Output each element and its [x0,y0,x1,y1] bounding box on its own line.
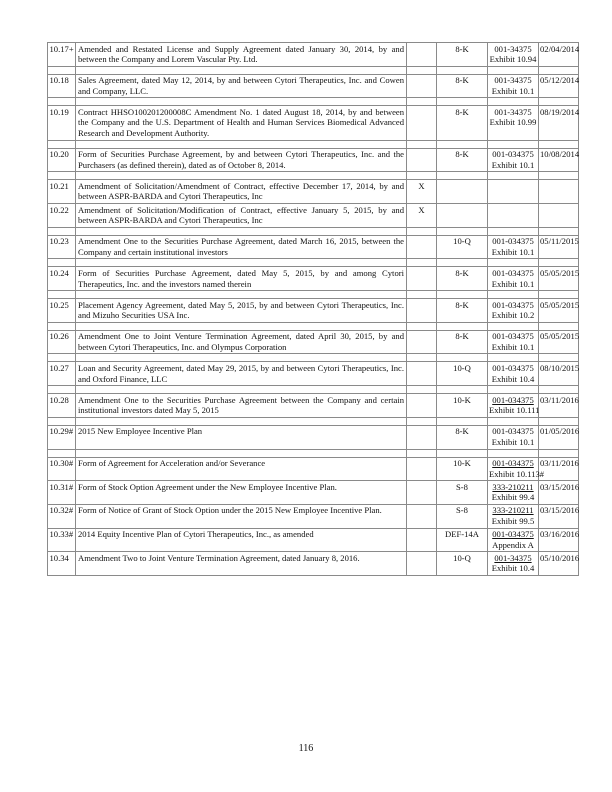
spacer-cell [48,172,76,180]
exhibit-description: Amendment of Solicitation/Modification of Contract, effective January 5, 2015, by and between ASPR-BARDA and Cytori Therapeutics, Inc [76,204,407,228]
form-type: DEF-14A [437,528,488,552]
spacer-cell [76,291,407,299]
filing-date: 05/12/2014 [539,74,579,98]
exhibit-number: 10.34 [48,552,76,576]
exhibit-row [48,204,579,228]
exhibit-description: 2015 New Employee Incentive Plan [76,425,407,449]
exhibit-row [48,148,579,172]
spacer-cell [48,227,76,235]
exhibit-number: 10.22 [48,204,76,228]
form-type: 10-K [437,457,488,481]
exhibit-number: 10.29# [48,425,76,449]
spacer-cell [48,140,76,148]
spacer-row [48,140,579,148]
form-type: 8-K [437,74,488,98]
exhibit-description: Form of Securities Purchase Agreement, by and between Cytori Therapeutics, Inc. and the Purchasers (as defined therein), dated as of October 8, 2014. [76,148,407,172]
spacer-cell [407,291,437,299]
spacer-cell [488,386,539,394]
filing-date: 01/05/2016 [539,425,579,449]
spacer-cell [488,354,539,362]
spacer-cell [48,66,76,74]
spacer-cell [407,322,437,330]
spacer-cell [539,227,579,235]
exhibit-reference: Exhibit 10.1 [491,159,535,170]
spacer-cell [488,140,539,148]
filing-date: 05/11/2015 [539,235,579,259]
spacer-cell [407,449,437,457]
exhibit-number: 10.24 [48,267,76,291]
file-number: 001-034375 [492,529,534,540]
exhibit-number: 10.25 [48,299,76,323]
exhibit-reference: Exhibit 10.94 [489,54,537,65]
spacer-cell [407,66,437,74]
spacer-cell [407,140,437,148]
spacer-cell [76,98,407,106]
form-type: S-8 [437,481,488,505]
exhibit-description: Sales Agreement, dated May 12, 2014, by and between Cytori Therapeutics, Inc. and Cowen and Company, LLC. [76,74,407,98]
form-type: 10-Q [437,552,488,576]
spacer-cell [539,98,579,106]
file-number-cell [488,528,539,552]
spacer-cell [407,98,437,106]
exhibit-number: 10.20 [48,148,76,172]
filed-herewith-mark [407,394,437,418]
exhibit-row [48,362,579,386]
spacer-row [48,227,579,235]
spacer-cell [407,354,437,362]
exhibit-row [48,299,579,323]
exhibit-reference: Exhibit 10.1 [491,246,535,257]
spacer-cell [48,291,76,299]
filing-date [539,204,579,228]
spacer-cell [48,259,76,267]
spacer-cell [488,66,539,74]
exhibit-row [48,504,579,528]
exhibit-row [48,481,579,505]
file-number: 333-210211 [492,481,534,492]
spacer-row [48,98,579,106]
file-number-cell [488,504,539,528]
spacer-cell [437,291,488,299]
filing-date: 08/19/2014 [539,106,579,140]
spacer-cell [437,354,488,362]
file-number: 001-034375 [492,426,534,437]
spacer-cell [76,322,407,330]
exhibit-number: 10.31# [48,481,76,505]
spacer-row [48,172,579,180]
exhibit-number: 10.30# [48,457,76,481]
spacer-row [48,386,579,394]
file-number: 333-210211 [492,505,534,516]
exhibit-number: 10.18 [48,74,76,98]
form-type: 8-K [437,425,488,449]
exhibit-reference: Appendix A [492,539,534,550]
exhibit-reference: Exhibit 10.1 [491,278,535,289]
exhibit-number: 10.19 [48,106,76,140]
exhibit-number: 10.28 [48,394,76,418]
spacer-cell [407,172,437,180]
exhibit-row [48,330,579,354]
exhibit-row [48,457,579,481]
exhibit-reference: Exhibit 10.1 [491,436,535,447]
filing-date [539,180,579,204]
exhibit-description: Amendment One to Joint Venture Termination Agreement, dated April 30, 2015, by and between Cytori Therapeutics, Inc. and Olympus Corporation [76,330,407,354]
filing-date: 03/11/2016 [539,457,579,481]
spacer-cell [437,172,488,180]
form-type: 8-K [437,267,488,291]
spacer-cell [437,386,488,394]
file-number: 001-034375 [492,149,534,160]
filed-herewith-mark [407,299,437,323]
spacer-cell [407,227,437,235]
exhibit-reference: Exhibit 99.4 [491,492,535,503]
exhibit-row [48,106,579,140]
exhibit-description: Amendment One to the Securities Purchase Agreement between the Company and certain institutional investors dated May 5, 2015 [76,394,407,418]
file-number-cell [488,394,539,418]
filing-date: 05/05/2015 [539,330,579,354]
filed-herewith-mark [407,74,437,98]
exhibit-description: Placement Agency Agreement, dated May 5, 2015, by and between Cytori Therapeutics, Inc. and Mizuho Securities USA Inc. [76,299,407,323]
spacer-cell [488,322,539,330]
file-number: 001-034375 [492,458,534,469]
spacer-cell [437,449,488,457]
spacer-cell [488,291,539,299]
spacer-cell [76,172,407,180]
filed-herewith-mark [407,235,437,259]
exhibit-row [48,267,579,291]
spacer-cell [488,172,539,180]
exhibit-reference: Exhibit 99.5 [491,516,535,526]
filing-date: 03/16/2016 [539,528,579,552]
exhibit-description: Amended and Restated License and Supply Agreement dated January 30, 2014, by and between the Company and Lorem Vascular Pty. Ltd. [76,43,407,67]
exhibit-row [48,180,579,204]
spacer-cell [437,140,488,148]
spacer-cell [76,259,407,267]
spacer-cell [539,291,579,299]
spacer-row [48,449,579,457]
filing-date: 03/15/2016 [539,504,579,528]
exhibit-row [48,74,579,98]
spacer-cell [539,386,579,394]
exhibit-number: 10.32# [48,504,76,528]
form-type [437,180,488,204]
spacer-cell [539,259,579,267]
spacer-cell [488,417,539,425]
spacer-cell [539,354,579,362]
file-number-cell [488,552,539,576]
form-type: 10-K [437,394,488,418]
file-number-cell [488,180,539,204]
spacer-row [48,322,579,330]
spacer-cell [76,386,407,394]
spacer-cell [76,140,407,148]
file-number-cell [488,457,545,481]
spacer-cell [48,322,76,330]
file-number-cell [488,106,539,140]
filing-date: 05/10/2016 [539,552,579,576]
filing-date: 03/11/2016 [539,394,579,418]
exhibit-number: 10.27 [48,362,76,386]
filed-herewith-mark [407,362,437,386]
spacer-cell [76,354,407,362]
spacer-cell [437,417,488,425]
file-number-cell [488,235,539,259]
spacer-cell [48,98,76,106]
file-number-cell [488,74,539,98]
spacer-cell [407,386,437,394]
filing-date: 10/08/2014 [539,148,579,172]
exhibit-reference: Exhibit 10.1 [491,85,535,96]
spacer-cell [76,449,407,457]
spacer-row [48,291,579,299]
exhibit-reference: Exhibit 10.4 [491,563,535,574]
exhibit-number: 10.23 [48,235,76,259]
spacer-cell [76,66,407,74]
exhibit-description: Form of Securities Purchase Agreement, dated May 5, 2015, by and among Cytori Therapeutics, Inc. and the investors named therein [76,267,407,291]
exhibit-reference: Exhibit 10.99 [489,117,537,128]
file-number-cell [488,362,539,386]
spacer-cell [488,259,539,267]
exhibit-number: 10.33# [48,528,76,552]
filed-herewith-mark [407,330,437,354]
spacer-cell [437,259,488,267]
form-type: 10-Q [437,235,488,259]
form-type: 8-K [437,43,488,67]
exhibit-description: Form of Notice of Grant of Stock Option under the 2015 New Employee Incentive Plan. [76,504,407,528]
exhibit-description: Loan and Security Agreement, dated May 29, 2015, by and between Cytori Therapeutics, Inc. and Oxford Finance, LLC [76,362,407,386]
exhibit-table-body [48,43,579,576]
spacer-cell [76,227,407,235]
exhibit-description: Amendment of Solicitation/Amendment of Contract, effective December 17, 2014, by and between ASPR-BARDA and Cytori Therapeutics, Inc [76,180,407,204]
spacer-cell [437,227,488,235]
filed-herewith-mark: X [407,180,437,204]
spacer-row [48,417,579,425]
file-number: 001-34375 [494,552,532,563]
filing-date: 05/05/2015 [539,267,579,291]
exhibit-description: Amendment One to the Securities Purchase Agreement, dated March 16, 2015, between the Company and certain institutional investors [76,235,407,259]
file-number: 001-034375 [492,362,534,373]
exhibit-row [48,425,579,449]
form-type: 8-K [437,148,488,172]
file-number-cell [488,204,539,228]
spacer-cell [437,66,488,74]
spacer-cell [437,98,488,106]
file-number: 001-034375 [492,331,534,342]
filed-herewith-mark [407,504,437,528]
exhibit-description: Form of Stock Option Agreement under the New Employee Incentive Plan. [76,481,407,505]
spacer-cell [488,227,539,235]
filing-date: 03/15/2016 [539,481,579,505]
filed-herewith-mark [407,457,437,481]
exhibit-row [48,528,579,552]
spacer-cell [48,354,76,362]
exhibit-number: 10.17+ [48,43,76,67]
file-number-cell [488,148,539,172]
spacer-row [48,259,579,267]
filed-herewith-mark: X [407,204,437,228]
spacer-cell [539,449,579,457]
spacer-row [48,354,579,362]
file-number: 001-034375 [492,299,534,310]
exhibit-description: 2014 Equity Incentive Plan of Cytori Therapeutics, Inc., as amended [76,528,407,552]
exhibit-number: 10.21 [48,180,76,204]
file-number-cell [488,43,539,67]
filing-date: 05/05/2015 [539,299,579,323]
form-type: 10-Q [437,362,488,386]
exhibit-row [48,552,579,576]
form-type [437,204,488,228]
file-number: 001-34375 [494,106,532,117]
filed-herewith-mark [407,528,437,552]
spacer-cell [407,259,437,267]
exhibit-number: 10.26 [48,330,76,354]
spacer-cell [407,417,437,425]
spacer-row [48,66,579,74]
exhibit-reference: Exhibit 10.4 [491,373,535,384]
exhibit-description: Form of Agreement for Acceleration and/or Severance [76,457,407,481]
spacer-cell [539,66,579,74]
form-type: 8-K [437,330,488,354]
spacer-cell [48,417,76,425]
exhibit-description: Contract HHSO100201200008C Amendment No. 1 dated August 18, 2014, by and between the Company and the U.S. Department of Health and Human Services Biomedical Advanced Research and Development Authority. [76,106,407,140]
file-number-cell [488,330,539,354]
file-number: 001-034375 [492,394,534,405]
exhibit-reference: Exhibit 10.113# [489,468,545,479]
spacer-cell [488,98,539,106]
file-number: 001-34375 [494,43,532,54]
spacer-cell [539,172,579,180]
exhibit-reference: Exhibit 10.2 [491,310,535,321]
form-type: 8-K [437,106,488,140]
filed-herewith-mark [407,552,437,576]
filed-herewith-mark [407,43,437,67]
exhibit-row [48,235,579,259]
page-number: 116 [298,743,314,754]
filing-date: 08/10/2015 [539,362,579,386]
exhibit-reference: Exhibit 10.1 [491,341,535,352]
exhibit-reference: Exhibit 10.111 [489,405,540,416]
form-type: 8-K [437,299,488,323]
file-number-cell [488,425,539,449]
file-number: 001-34375 [494,75,532,86]
exhibit-row [48,43,579,67]
spacer-cell [76,417,407,425]
filed-herewith-mark [407,267,437,291]
file-number-cell [488,267,539,291]
spacer-cell [48,386,76,394]
file-number-cell [488,299,539,323]
file-number-cell [488,481,539,505]
file-number: 001-034375 [492,236,534,247]
spacer-cell [539,140,579,148]
spacer-cell [48,449,76,457]
spacer-cell [539,417,579,425]
exhibit-description: Amendment Two to Joint Venture Termination Agreement, dated January 8, 2016. [76,552,407,576]
exhibit-row [48,394,579,418]
file-number: 001-034375 [492,267,534,278]
filed-herewith-mark [407,425,437,449]
filed-herewith-mark [407,481,437,505]
filed-herewith-mark [407,148,437,172]
form-type: S-8 [437,504,488,528]
spacer-cell [488,449,539,457]
spacer-cell [437,322,488,330]
exhibit-index-table [47,42,579,576]
spacer-cell [539,322,579,330]
filed-herewith-mark [407,106,437,140]
filing-date: 02/04/2014 [539,43,579,67]
